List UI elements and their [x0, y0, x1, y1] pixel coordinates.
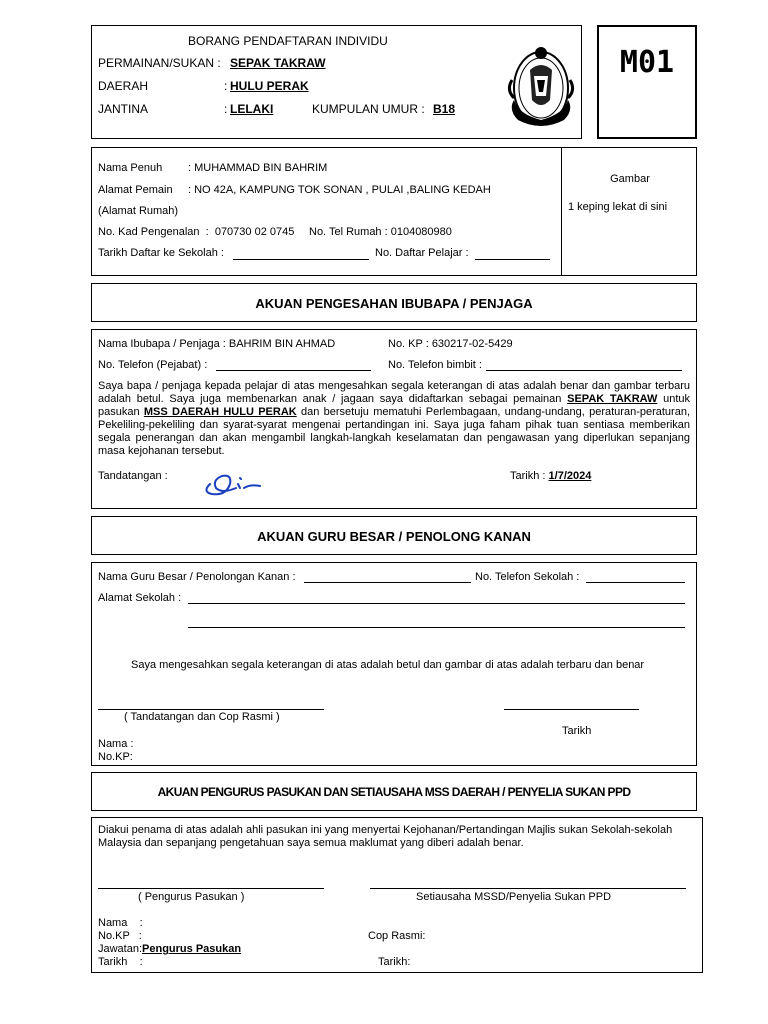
parent-name: Nama Ibubapa / Penjaga : BAHRIM BIN AHMAD [98, 338, 336, 350]
manager-section-title: AKUAN PENGURUS PASUKAN DAN SETIAUSAHA MSS DAERAH / PENYELIA SUKAN PPD [157, 785, 631, 799]
jawatan-label: Jawatan: [98, 943, 143, 955]
manager-nokp-label: No.KP : [98, 930, 142, 942]
manager-signature-field[interactable] [98, 888, 324, 889]
school-date-label: Tarikh Daftar ke Sekolah : [98, 247, 224, 259]
decl-part-3: dan bersetuju mematuhi Perlembagaan, undang-undang, peraturan-peraturan, Pekeliling-pekeliling dan syarat-syarat mengenai pertandingan ini. Saya juga faham pihak tuan sentiasa memberikan segala penerangan dan akan mengambil langkah-langkah keselamatan dan pengawasan yang diperlukan sepanjang masa kejohanan tersebut. [98, 406, 690, 457]
name-value: : MUHAMMAD BIN BAHRIM [188, 162, 328, 174]
decl-team: MSS DAERAH HULU PERAK [143, 406, 297, 418]
gender-label: JANTINA [98, 102, 149, 116]
principal-signature-field[interactable] [98, 709, 324, 710]
school-date-field[interactable] [233, 259, 369, 260]
parent-box [91, 329, 697, 509]
principal-nama-label: Nama : [98, 738, 134, 750]
school-tel-label: No. Telefon Sekolah : [475, 571, 580, 583]
manager-title-box [91, 772, 697, 811]
ic-label-text: No. Kad Pengenalan [98, 226, 200, 238]
school-address-field-2[interactable] [188, 627, 685, 628]
decl-part-2: untuk pasukan [98, 393, 690, 418]
student-box [91, 147, 697, 276]
photo-area[interactable] [561, 147, 698, 276]
ic-label [98, 226, 294, 239]
manager-box [91, 817, 703, 973]
district-value: HULU PERAK [230, 79, 309, 93]
principal-nokp-label: No.KP: [98, 751, 133, 763]
principal-sign-caption: ( Tandatangan dan Cop Rasmi ) [124, 711, 280, 723]
gender-colon: : [224, 102, 228, 116]
gender-value: LELAKI [230, 102, 274, 116]
header-box [91, 25, 582, 139]
office-tel-label: No. Telefon (Pejabat) : [98, 359, 208, 371]
manager-nama-label: Nama : [98, 917, 143, 929]
secretary-signature-field[interactable] [370, 888, 686, 889]
crest-emblem-icon [504, 40, 578, 132]
photo-note: 1 keping lekat di sini [568, 201, 668, 213]
principal-confirm-text: Saya mengesahkan segala keterangan di atas adalah betul dan gambar di atas adalah terbaru dan benar [131, 659, 645, 671]
principal-name-field[interactable] [304, 582, 471, 583]
mobile-field[interactable] [486, 370, 682, 371]
manager-jawatan [98, 943, 241, 956]
sport-label: PERMAINAN/SUKAN : [98, 56, 221, 70]
form-code: M01 [619, 45, 675, 80]
district-label: DAERAH [98, 79, 149, 93]
cop-rasmi-label: Cop Rasmi: [368, 930, 426, 942]
form-title: BORANG PENDAFTARAN INDIVIDU [188, 34, 388, 48]
signature-label: Tandatangan : [98, 470, 168, 482]
school-tel-field[interactable] [586, 582, 685, 583]
parent-date [510, 470, 591, 483]
district-colon: : [224, 79, 228, 93]
principal-box [91, 562, 697, 766]
office-tel-field[interactable] [216, 370, 371, 371]
secretary-tarikh-label: Tarikh: [378, 956, 411, 968]
principal-name-label: Nama Guru Besar / Penolongan Kanan : [98, 571, 296, 583]
parent-date-label: Tarikh : [510, 470, 546, 482]
parent-section-title: AKUAN PENGESAHAN IBUBAPA / PENJAGA [255, 296, 533, 311]
parent-ic: No. KP : 630217-02-5429 [388, 338, 513, 350]
age-group-label: KUMPULAN UMUR : [312, 102, 425, 116]
decl-sport: SEPAK TAKRAW [567, 393, 658, 405]
student-no-field[interactable] [475, 259, 550, 260]
decl-part-1: Saya bapa / penjaga kepada pelajar di atas mengesahkan segala keterangan di atas adalah benar dan gambar terbaru adalah betul. Saya juga membenarkan anak / jagaan saya didaftarkan sebagai pemainan [98, 380, 690, 405]
manager-caption: ( Pengurus Pasukan ) [138, 891, 245, 903]
principal-title-box [91, 516, 697, 555]
address-label: Alamat Pemain [98, 184, 173, 196]
home-tel: No. Tel Rumah : 0104080980 [309, 226, 452, 238]
school-address-field-1[interactable] [188, 603, 685, 604]
parent-title-box [91, 283, 697, 322]
secretary-caption: Setiausaha MSSD/Penyelia Sukan PPD [416, 891, 612, 903]
sport-value: SEPAK TAKRAW [230, 56, 326, 70]
form-code-box [597, 25, 697, 139]
name-label: Nama Penuh [98, 162, 163, 174]
school-address-label: Alamat Sekolah : [98, 592, 182, 604]
signature-icon [200, 466, 270, 498]
parent-date-value: 1/7/2024 [548, 470, 592, 482]
principal-date-caption: Tarikh [562, 725, 592, 737]
parent-declaration [98, 380, 690, 458]
student-no-label: No. Daftar Pelajar : [375, 247, 469, 259]
address-note: (Alamat Rumah) [98, 205, 179, 217]
principal-date-field[interactable] [504, 709, 639, 710]
jawatan-value: Pengurus Pasukan [142, 943, 242, 955]
mobile-label: No. Telefon bimbit : [388, 359, 482, 371]
principal-section-title: AKUAN GURU BESAR / PENOLONG KANAN [257, 529, 531, 544]
photo-label: Gambar [610, 173, 650, 185]
manager-tarikh-label: Tarikh : [98, 956, 143, 968]
ic-value: : 070730 02 0745 [205, 226, 295, 238]
manager-declaration: Diakui penama di atas adalah ahli pasukan ini yang menyertai Kejohanan/Pertandingan Majlis sukan Sekolah-sekolah Malaysia dan sepanjang pengetahuan saya semua maklumat yang diberi adalah benar. [98, 824, 673, 849]
age-group-value: B18 [433, 102, 456, 116]
address-value: : NO 42A, KAMPUNG TOK SONAN , PULAI ,BALING KEDAH [188, 184, 491, 196]
